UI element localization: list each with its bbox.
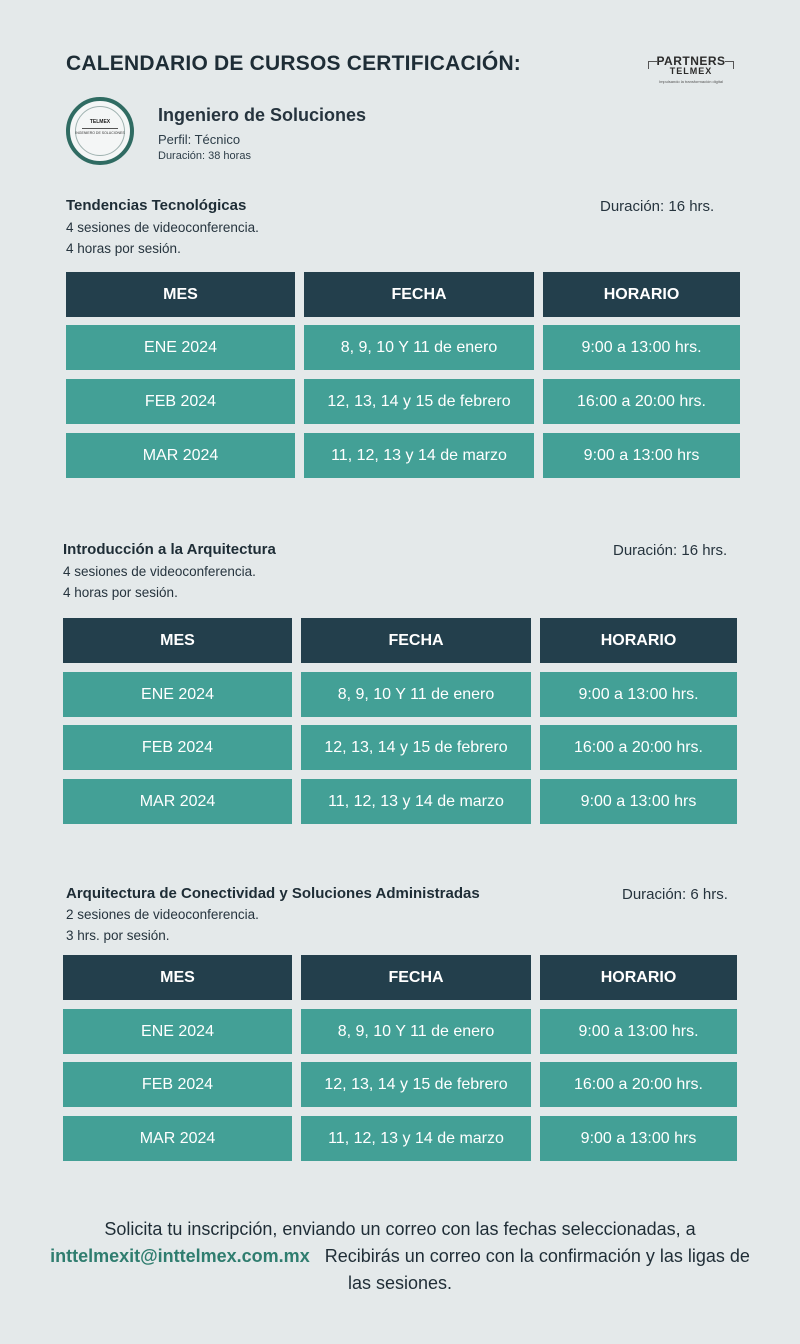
footer-text-1: Solicita tu inscripción, enviando un correo con las fechas seleccionadas, a [104,1219,696,1239]
cell-mes: ENE 2024 [63,672,292,717]
header-horario: HORARIO [540,955,737,1000]
course-hours: 3 hrs. por sesión. [66,928,170,943]
cell-fecha: 11, 12, 13 y 14 de marzo [301,779,531,824]
cell-horario: 16:00 a 20:00 hrs. [540,725,737,770]
badge-text: INGENIERO DE SOLUCIONES [75,131,125,135]
logo-line1: PARTNERS [648,54,734,68]
page-title: CALENDARIO DE CURSOS CERTIFICACIÓN: [66,52,522,75]
cell-horario: 9:00 a 13:00 hrs [543,433,740,478]
course-title: Introducción a la Arquitectura [63,541,276,558]
partners-telmex-logo [648,54,734,96]
header-mes: MES [63,955,292,1000]
footer-instructions [40,1216,760,1297]
cell-fecha: 12, 13, 14 y 15 de febrero [304,379,534,424]
profile-title: Ingeniero de Soluciones [158,105,367,125]
cell-mes: FEB 2024 [63,1062,292,1107]
header-fecha: FECHA [304,272,534,317]
header-mes: MES [63,618,292,663]
badge-divider [82,128,118,129]
course-sessions: 4 sesiones de videoconferencia. [66,220,259,235]
cell-horario: 16:00 a 20:00 hrs. [540,1062,737,1107]
cell-mes: MAR 2024 [66,433,295,478]
cell-mes: FEB 2024 [63,725,292,770]
cell-fecha: 8, 9, 10 Y 11 de enero [304,325,534,370]
cell-horario: 9:00 a 13:00 hrs [540,779,737,824]
course-title: Tendencias Tecnológicas [66,197,247,214]
course-duration: Duración: 16 hrs. [600,198,715,215]
footer-text-2: Recibirás un correo con la confirmación y las ligas de las sesiones. [324,1246,750,1293]
logo-line2: TELMEX [669,66,713,76]
badge-brand: TELMEX [89,119,111,125]
header-mes: MES [66,272,295,317]
cell-horario: 9:00 a 13:00 hrs. [540,1009,737,1054]
header-fecha: FECHA [301,618,531,663]
profile-duration: Duración: 38 horas [158,150,251,162]
profile-perfil: Perfil: Técnico [158,132,241,147]
cell-fecha: 12, 13, 14 y 15 de febrero [301,725,531,770]
course-hours: 4 horas por sesión. [63,585,178,600]
cell-fecha: 11, 12, 13 y 14 de marzo [301,1116,531,1161]
cell-mes: ENE 2024 [66,325,295,370]
course-sessions: 4 sesiones de videoconferencia. [63,564,256,579]
course-duration: Duración: 6 hrs. [622,886,728,903]
course-duration: Duración: 16 hrs. [613,542,728,559]
certification-badge-icon [66,97,134,165]
cell-mes: MAR 2024 [63,779,292,824]
cell-fecha: 12, 13, 14 y 15 de febrero [301,1062,531,1107]
cell-mes: MAR 2024 [63,1116,292,1161]
cell-fecha: 8, 9, 10 Y 11 de enero [301,1009,531,1054]
cell-horario: 16:00 a 20:00 hrs. [543,379,740,424]
footer-email-link[interactable]: inttelmexit@inttelmex.com.mx [50,1246,310,1266]
header-horario: HORARIO [543,272,740,317]
cell-horario: 9:00 a 13:00 hrs [540,1116,737,1161]
course-title: Arquitectura de Conectividad y Soluciones Administradas [66,885,480,902]
cell-horario: 9:00 a 13:00 hrs. [543,325,740,370]
cell-fecha: 11, 12, 13 y 14 de marzo [304,433,534,478]
header-horario: HORARIO [540,618,737,663]
logo-tagline: Impulsando la transformación digital [658,79,724,84]
cell-horario: 9:00 a 13:00 hrs. [540,672,737,717]
course-sessions: 2 sesiones de videoconferencia. [66,907,259,922]
course-hours: 4 horas por sesión. [66,241,181,256]
cell-mes: FEB 2024 [66,379,295,424]
cell-mes: ENE 2024 [63,1009,292,1054]
cell-fecha: 8, 9, 10 Y 11 de enero [301,672,531,717]
header-fecha: FECHA [301,955,531,1000]
